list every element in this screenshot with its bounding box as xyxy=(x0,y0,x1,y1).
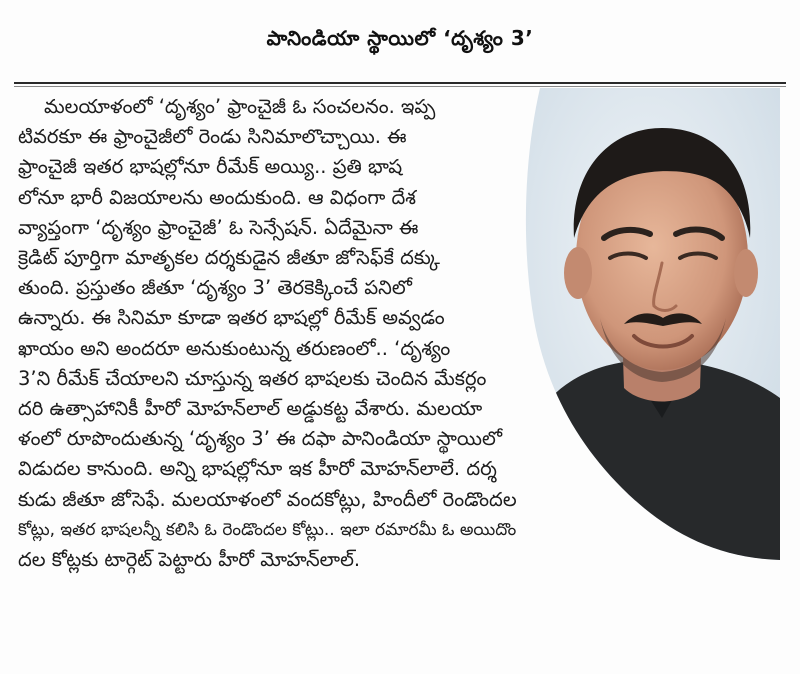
article-line: లోనూ భారీ విజయాలను అందుకుంది. ఆ విధంగా దేశ xyxy=(18,185,416,209)
article-line: టివరకూ ఈ ఫ్రాంచైజీలో రెండు సినిమాలొచ్చాయి. ఈ xyxy=(18,125,407,149)
article-line: క్రెడిట్ పూర్తిగా మాతృకల దర్శకుడైన జీతూ జోసెఫ్‌కే దక్కు xyxy=(18,246,440,270)
article-line: తుంది. ప్రస్తుతం జీతూ ‘దృశ్యం 3’ తెరకెక్కించే పనిలో xyxy=(18,276,412,300)
headline-rule-thin xyxy=(14,86,786,87)
article-line: మలయాళంలో ‘దృశ్యం’ ఫ్రాంచైజీ ఓ సంచలనం. ఇప్ప xyxy=(44,95,436,118)
article-line: దల కోట్లకు టార్గెట్ పెట్టారు హీరో మోహన్‌లాల్. xyxy=(18,548,361,572)
article-line: దరి ఉత్సాహానికీ హీరో మోహన్‌లాల్ అడ్డుకట్ట వేశారు. మలయా xyxy=(18,397,483,421)
article-body xyxy=(18,92,788,664)
headline-rule xyxy=(14,82,786,84)
article-headline: పానిండియా స్థాయిలో ‘దృశ్యం 3’ xyxy=(266,26,534,50)
article-line: విడుదల కానుంది. అన్ని భాషల్లోనూ ఇక హీరో మోహన్‌లాలే. దర్శ xyxy=(18,457,497,481)
article-line: ఖాయం అని అందరూ అనుకుంటున్న తరుణంలో.. ‘దృశ్యం xyxy=(18,336,451,360)
article-line: 3’ని రీమేక్ చేయాలని చూస్తున్న ఇతర భాషలకు చెందిన మేకర్లం xyxy=(18,366,487,390)
article-line: వ్యాప్తంగా ‘దృశ్యం ఫ్రాంచైజీ’ ఓ సెన్సేషన్. ఏదేమైనా ఈ xyxy=(18,215,419,239)
article-line: ఫ్రాంచైజీ ఇతర భాషల్లోనూ రీమేక్ అయ్యి.. ప్రతి భాష xyxy=(18,155,403,179)
article-line: ఉన్నారు. ఈ సినిమా కూడా ఇతర భాషల్లో రీమేక్ అవ్వడం xyxy=(18,306,445,330)
article-line: కుడు జీతూ జోసెఫే. మలయాళంలో వందకోట్లు, హిందీలో రెండొందల xyxy=(18,487,517,511)
article-line: ళంలో రూపొందుతున్న ‘దృశ్యం 3’ ఈ దఫా పానిండియా స్థాయిలో xyxy=(18,427,503,451)
article-line: కోట్లు, ఇతర భాషలన్నీ కలిసి ఓ రెండొందల కోట్లు.. ఇలా రమారమీ ఓ అయిదొం xyxy=(18,519,517,540)
